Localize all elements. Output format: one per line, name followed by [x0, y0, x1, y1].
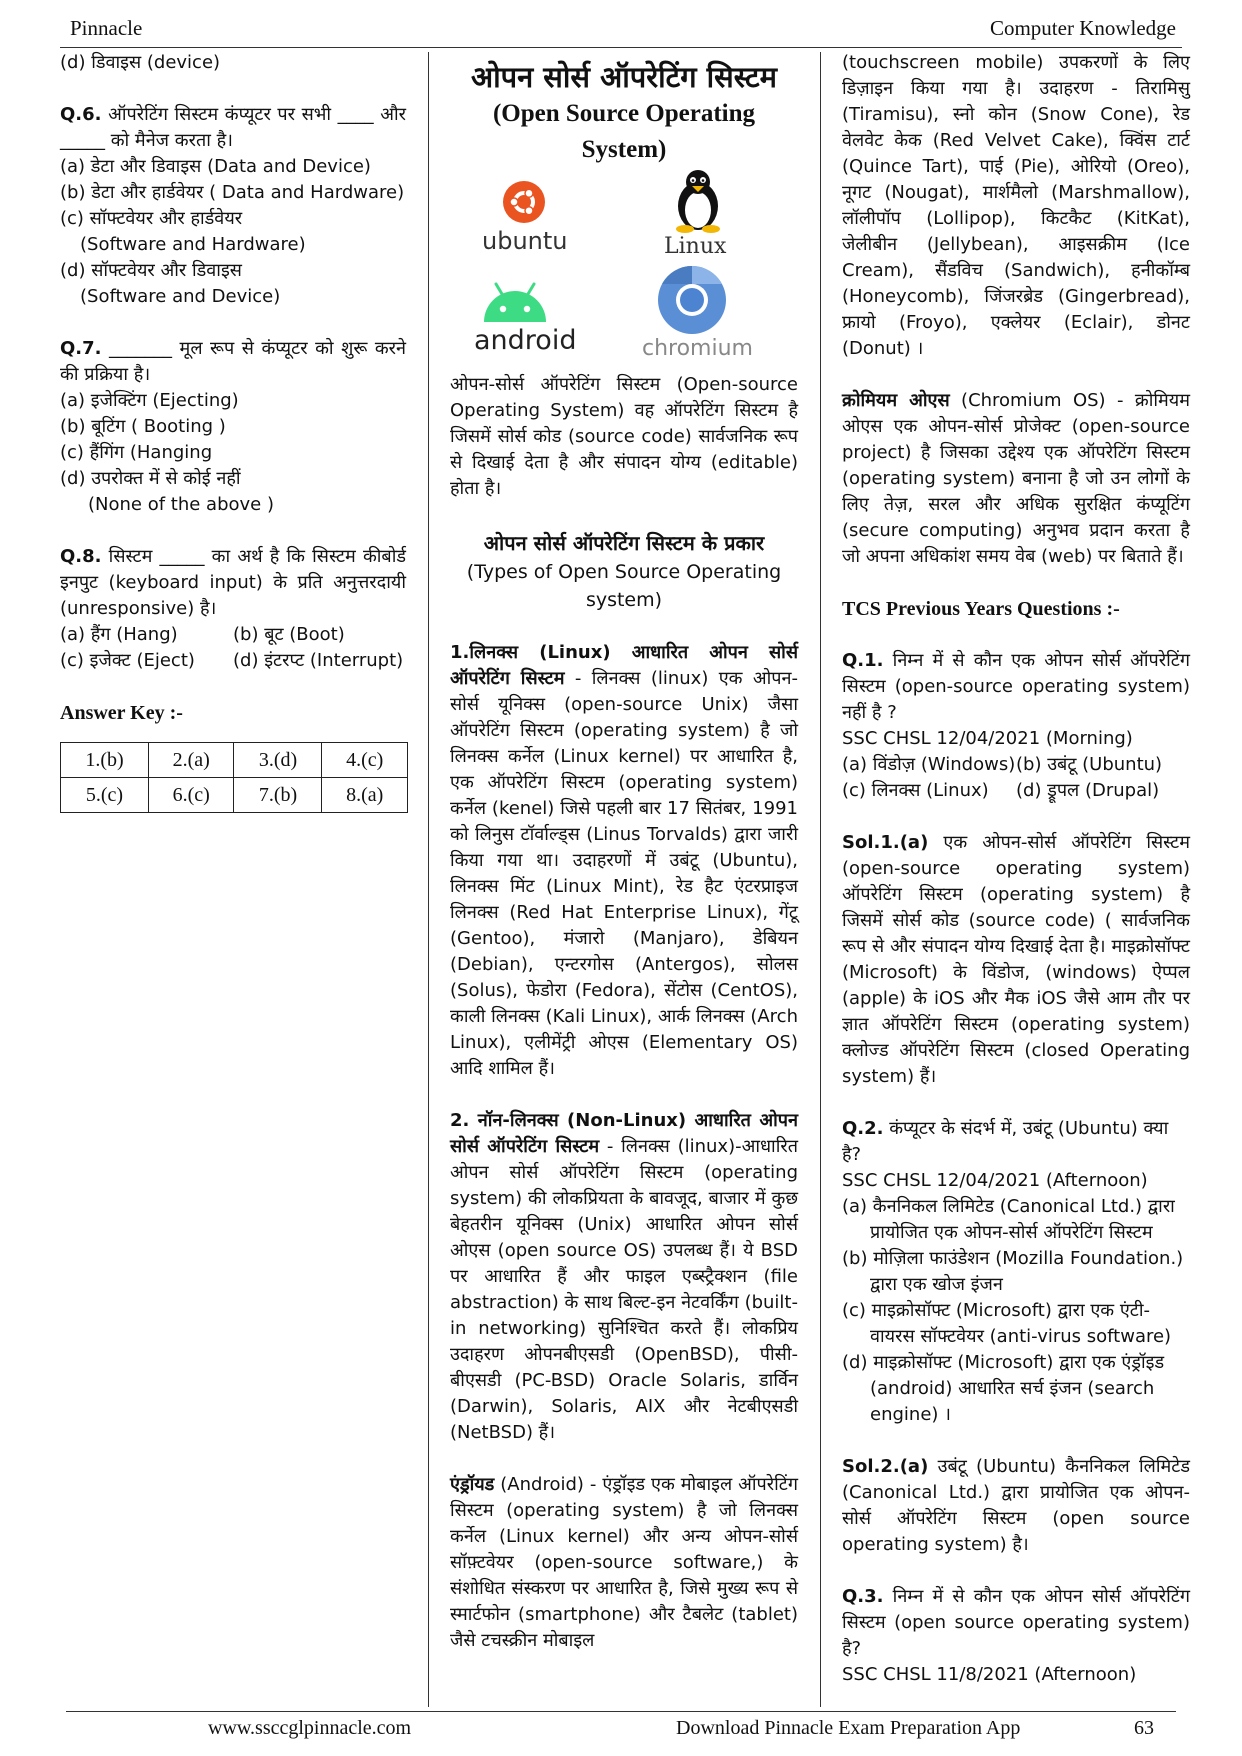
- q6-option-c-en: (Software and Hardware): [80, 234, 306, 255]
- intro-paragraph: ओपन-सोर्स ऑपरेटिंग सिस्टम (Open-source Operating System) वह ऑपरेटिंग सिस्टम है जिसमें सोर्स कोड (source code) सार्वजनिक रूप से दिखाई देता है और संपादन योग्य (editable) होता है।: [450, 374, 798, 499]
- os-logos: [450, 172, 798, 372]
- q7-option-b: (b) बूटिंग ( Booting ): [60, 416, 226, 437]
- linux-section: [450, 640, 798, 1082]
- q5-option-d: (d) डिवाइस (device): [60, 52, 221, 73]
- answer-key-title: Answer Key :-: [60, 702, 183, 724]
- non-linux-section: [450, 1108, 798, 1446]
- android-continued: (touchscreen mobile) उपकरणों के लिए डिज़ाइन किया गया है। उदाहरण - तिरामिसु (Tiramisu), स्नो कोन (Snow Cone), रेड वेलवेट केक (Red Velvet Cake), क्विंस टार्ट (Quince Tart), पाई (Pie), ओरियो (Oreo), नूगट (Nougat), मार्शमैलो (Marshmallow), लॉलीपॉप (Lollipop), किटकैट (KitKat), जेलीबीन (Jellybean), आइसक्रीम (Ice Cream), सैंडविच (Sandwich), हनीकॉम्ब (Honeycomb), जिंजरब्रेड (Gingerbread), फ्रायो (Froyo), एक्लेयर (Eclair), डोनट (Donut) ।: [842, 52, 1190, 359]
- android-logo-label: android: [474, 325, 577, 356]
- tcs-q1-option-a: (a) विंडोज़ (Windows): [842, 754, 1016, 775]
- column-divider-1: [428, 52, 429, 1707]
- q8-option-c: (c) इजेक्ट (Eject): [60, 650, 195, 671]
- tcs-q1-option-c: (c) लिनक्स (Linux): [842, 780, 989, 801]
- tcs-q1-text: निम्न में से कौन एक ओपन सोर्स ऑपरेटिंग सिस्टम (open-source operating system) नहीं है ?: [842, 650, 1190, 723]
- tcs-question-2: [842, 1116, 1190, 1428]
- header-left: Pinnacle: [70, 16, 143, 40]
- answer-cell: 3.(d): [234, 743, 322, 778]
- non-linux-text: - लिनक्स (linux)-आधारित ओपन सोर्स ऑपरेटिंग सिस्टम (operating system) की लोकप्रियता के बावजूद, बाजार में कुछ बेहतरीन यूनिक्स (Unix) आधारित ओपन सोर्स ओएस (open source OS) उपलब्ध हैं। ये BSD पर आधारित हैं और फाइल एब्स्ट्रैक्शन (file abstraction) के साथ बिल्ट-इन नेटवर्किंग (built-in networking) सुनिश्चित करते हैं। लोकप्रिय उदाहरण ओपनबीएसडी (OpenBSD), पीसी-बीएसडी (PC-BSD) Oracle Solaris, डार्विन (Darwin), Solaris, AIX और नेटबीएसडी (NetBSD) हैं।: [450, 1136, 798, 1443]
- chromium-section: [842, 388, 1190, 570]
- answer-key-table: [60, 742, 408, 813]
- q6-option-b: (b) डेटा और हार्डवेयर ( Data and Hardware): [60, 182, 405, 203]
- page-title-en-line1: (Open Source Operating: [492, 100, 756, 127]
- header-rule: [60, 47, 1182, 48]
- chromium-logo-icon: [656, 264, 728, 336]
- types-heading-en: (Types of Open Source Operating system): [466, 561, 782, 611]
- column-1: [60, 50, 406, 813]
- linux-text: - लिनक्स (linux) एक ओपन-सोर्स यूनिक्स (open-source Unix) जैसा ऑपरेटिंग सिस्टम (operating system) है जो लिनक्स कर्नेल (Linux kernel) पर आधारित है, एक ऑपरेटिंग सिस्टम (operating system) कर्नेल (kenel) जिसे पहली बार 17 सितंबर, 1991 को लिनुस टॉर्वाल्ड्स (Linus Torvalds) द्वारा जारी किया गया था। उदाहरणों में उबंटू (Ubuntu), लिनक्स मिंट (Linux Mint), रेड हैट एंटरप्राइज लिनक्स (Red Hat Enterprise Linux), गेंटू (Gentoo), मंजारो (Manjaro), डेबियन (Debian), एन्टरगोस (Antergos), सोलस (Solus), फेडोरा (Fedora), सेंटोस (CentOS), काली लिनक्स (Kali Linux), आर्क लिनक्स (Arch Linux), एलीमेंट्री ओएस (Elementary OS) आदि शामिल हैं।: [450, 668, 798, 1079]
- question-7: [60, 336, 406, 518]
- sol1-number: Sol.1.(a): [842, 832, 929, 853]
- android-logo-icon: [480, 276, 550, 324]
- non-linux-heading: 2. नॉन-लिनक्स (Non-Linux) आधारित ओपन सोर्स ऑपरेटिंग सिस्टम: [450, 1110, 798, 1157]
- column-2: [450, 50, 798, 1654]
- q8-option-d: (d) इंटरप्ट (Interrupt): [233, 650, 404, 671]
- q6-option-a: (a) डेटा और डिवाइस (Data and Device): [60, 156, 371, 177]
- linux-logo-label: Linux: [664, 234, 727, 259]
- q8-text: सिस्टम _____ का अर्थ है कि सिस्टम कीबोर्ड इनपुट (keyboard input) के प्रति अनुत्तरदायी (unresponsive) है।: [60, 546, 406, 619]
- tcs-title: TCS Previous Years Questions :-: [842, 598, 1120, 620]
- tcs-question-3: [842, 1584, 1190, 1688]
- tcs-q3-number: Q.3.: [842, 1586, 884, 1607]
- q7-text: _______ मूल रूप से कंप्यूटर को शुरू करने की प्रक्रिया है।: [60, 338, 406, 385]
- footer-rule: [66, 1711, 1176, 1712]
- q8-number: Q.8.: [60, 546, 102, 567]
- chromium-heading: क्रोमियम ओएस: [842, 390, 950, 411]
- answer-cell: 6.(c): [149, 778, 234, 813]
- tcs-q1-number: Q.1.: [842, 650, 884, 671]
- q7-number: Q.7.: [60, 338, 102, 359]
- android-section: [450, 1472, 798, 1654]
- sol2-text: उबंटू (Ubuntu) कैननिकल लिमिटेड (Canonical Ltd.) द्वारा प्रायोजित एक ओपन-सोर्स ऑपरेटिंग सिस्टम (open source operating system) है।: [842, 1456, 1190, 1555]
- answer-cell: 8.(a): [322, 778, 408, 813]
- tcs-solution-1: [842, 830, 1190, 1090]
- tcs-q1-source: SSC CHSL 12/04/2021 (Morning): [842, 728, 1133, 749]
- sol1-text: एक ओपन-सोर्स ऑपरेटिंग सिस्टम (open-source operating system) ऑपरेटिंग सिस्टम (operating system) है जिसमें सोर्स कोड (source code) ( सार्वजनिक रूप से और संपादन योग्य दिखाई देता है। माइक्रोसॉफ्ट (Microsoft) के विंडोज, (windows) ऐप्पल (apple) के iOS और मैक iOS जैसे आम तौर पर ज्ञात ऑपरेटिंग सिस्टम (operating system) क्लोज्ड ऑपरेटिंग सिस्टम (closed Operating system) हैं।: [842, 832, 1190, 1087]
- tcs-q3-text: निम्न में से कौन एक ओपन सोर्स ऑपरेटिंग सिस्टम (open source operating system) है?: [842, 1586, 1190, 1659]
- page-title: ओपन सोर्स ऑपरेटिंग सिस्टम: [470, 60, 778, 94]
- tcs-q2-number: Q.2.: [842, 1118, 884, 1139]
- tcs-q3-source: SSC CHSL 11/8/2021 (Afternoon): [842, 1664, 1137, 1685]
- tcs-q2-option-a: (a) कैननिकल लिमिटेड (Canonical Ltd.) द्वारा प्रायोजित एक ओपन-सोर्स ऑपरेटिंग सिस्टम: [842, 1196, 1175, 1243]
- q7-option-a: (a) इजेक्टिंग (Ejecting): [60, 390, 239, 411]
- types-heading: ओपन सोर्स ऑपरेटिंग सिस्टम के प्रकार: [483, 531, 765, 555]
- chromium-logo-label: chromium: [642, 336, 753, 361]
- answer-cell: 4.(c): [322, 743, 408, 778]
- q7-option-d-en: (None of the above ): [88, 494, 274, 515]
- page-title-en-line2: System): [581, 136, 667, 163]
- tcs-solution-2: [842, 1454, 1190, 1558]
- q8-option-b: (b) बूट (Boot): [233, 624, 345, 645]
- tcs-question-1: [842, 648, 1190, 804]
- answer-cell: 5.(c): [61, 778, 149, 813]
- tcs-q2-option-d: (d) माइक्रोसॉफ्ट (Microsoft) द्वारा एक एंड्रॉइड (android) आधारित सर्च इंजन (search engine) ।: [842, 1352, 1165, 1425]
- ubuntu-logo-label: ubuntu: [482, 227, 568, 255]
- q6-option-c: (c) सॉफ्टवेयर और हार्डवेयर: [60, 208, 243, 229]
- answer-cell: 2.(a): [149, 743, 234, 778]
- q6-option-d-en: (Software and Device): [80, 286, 281, 307]
- tcs-q2-option-b: (b) मोज़िला फाउंडेशन (Mozilla Foundation.) द्वारा एक खोज इंजन: [842, 1248, 1184, 1295]
- header-right: Computer Knowledge: [989, 16, 1176, 40]
- footer-website: www.ssccglpinnacle.com: [208, 1717, 412, 1739]
- q7-option-c: (c) हैंगिंग (Hanging: [60, 442, 213, 463]
- page-number: 63: [1134, 1717, 1154, 1739]
- column-3: [842, 50, 1190, 1688]
- q7-option-d: (d) उपरोक्त में से कोई नहीं: [60, 468, 241, 489]
- answer-cell: 1.(b): [61, 743, 149, 778]
- tcs-q2-text: कंप्यूटर के संदर्भ में, उबंटू (Ubuntu) क्या है?: [842, 1118, 1169, 1165]
- footer-app-promo: Download Pinnacle Exam Preparation App: [676, 1717, 1021, 1739]
- question-6: [60, 102, 406, 310]
- q6-text: ऑपरेटिंग सिस्टम कंप्यूटर पर सभी ____ और _____ को मैनेज करता है।: [60, 104, 406, 151]
- q6-number: Q.6.: [60, 104, 102, 125]
- q8-option-a: (a) हैंग (Hang): [60, 624, 178, 645]
- tcs-q1-option-d: (d) ड्रूपल (Drupal): [1016, 780, 1160, 801]
- android-text: (Android) - एंड्रॉइड एक मोबाइल ऑपरेटिंग सिस्टम (operating system) है जो लिनक्स कर्नेल (Linux kernel) और अन्य ओपन-सोर्स सॉफ़्टवेयर (open-source software,) के संशोधित संस्करण पर आधारित है, जिसे मुख्य रूप से स्मार्टफोन (smartphone) और टैबलेट (tablet) जैसे टचस्क्रीन मोबाइल: [450, 1474, 798, 1651]
- question-8: [60, 544, 406, 674]
- tcs-q2-option-c: (c) माइक्रोसॉफ्ट (Microsoft) द्वारा एक एंटी-वायरस सॉफ्टवेयर (anti-virus software): [842, 1300, 1172, 1347]
- android-heading: एंड्रॉयड: [450, 1474, 495, 1495]
- column-divider-2: [820, 52, 821, 1707]
- chromium-text: (Chromium OS) - क्रोमियम ओएस एक ओपन-सोर्स प्रोजेक्ट (open-source project) है जिसका उद्देश्य एक ऑपरेटिंग सिस्टम (operating system) बनाना है जो उन लोगों के लिए तेज़, सरल और अधिक सुरक्षित कंप्यूटिंग (secure computing) अनुभव प्रदान करता है जो अपना अधिकांश समय वेब (web) पर बिताते हैं।: [842, 390, 1191, 567]
- tcs-q2-source: SSC CHSL 12/04/2021 (Afternoon): [842, 1170, 1148, 1191]
- linux-tux-icon: [670, 166, 726, 234]
- q6-option-d: (d) सॉफ्टवेयर और डिवाइस: [60, 260, 242, 281]
- sol2-number: Sol.2.(a): [842, 1456, 929, 1477]
- answer-cell: 7.(b): [234, 778, 322, 813]
- tcs-q1-option-b: (b) उबंटू (Ubuntu): [1016, 754, 1163, 775]
- ubuntu-logo-icon: [502, 180, 546, 224]
- linux-heading: 1.लिनक्स (Linux) आधारित ओपन सोर्स ऑपरेटिंग सिस्टम: [450, 642, 798, 689]
